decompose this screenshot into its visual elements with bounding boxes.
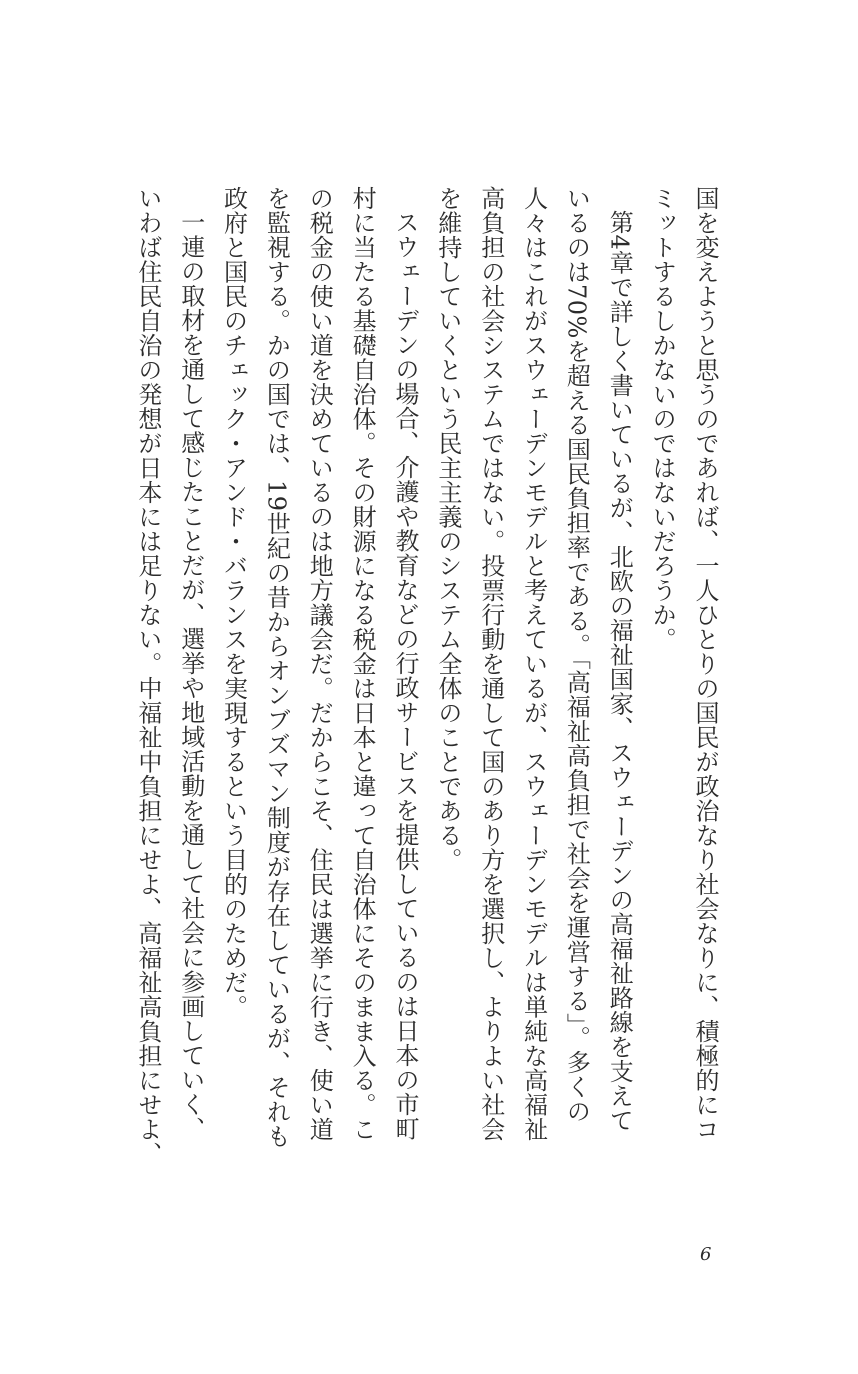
text-line: 一連の取材を通して感じたことだが、選挙や地域活動を通して社会に参画していく、 [176, 210, 205, 1141]
text-line: いわば住民自治の発想が日本には足りない。中福祉中負担にせよ、高福祉高負担にせよ、 [133, 186, 162, 1166]
text-line: を維持していくという民主主義のシステム全体のことである。 [433, 186, 462, 872]
text-line: 高負担の社会システムではない。投票行動を通して国のあり方を選択し、よりよい社会 [476, 186, 505, 1142]
text-line: 政府と国民のチェック・アンド・バランスを実現するという目的のためだ。 [219, 186, 248, 1019]
text-line: の税金の使い道を決めているのは地方議会だ。だからこそ、住民は選挙に行き、使い道 [305, 186, 334, 1142]
text-line: を監視する。かの国では、19世紀の昔からオンブズマン制度が存在しているが、それも [262, 186, 291, 1149]
text-line: スウェーデンの場合、介護や教育などの行政サービスを提供しているのは日本の市町 [390, 210, 419, 1141]
text-line: 人々はこれがスウェーデンモデルと考えているが、スウェーデンモデルは単純な高福祉 [519, 186, 548, 1142]
vertical-text-block [126, 186, 726, 1231]
text-line: いるのは70%を超える国民負担率である。「高福祉高負担で社会を運営する」。多くの [562, 186, 591, 1124]
text-line: 村に当たる基礎自治体。その財源になる税金は日本と違って自治体にそのまま入る。こ [348, 186, 377, 1142]
text-line: ミットするしかないのではないだろうか。 [648, 186, 677, 652]
text-line: 第4章で詳しく書いているが、北欧の福祉国家、スウェーデンの高福祉路線を支えて [605, 210, 634, 1133]
text-line: 国を変えようと思うのであれば、一人ひとりの国民が政治なり社会なりに、積極的にコ [691, 186, 719, 1142]
page-number: 6 [700, 1244, 712, 1265]
